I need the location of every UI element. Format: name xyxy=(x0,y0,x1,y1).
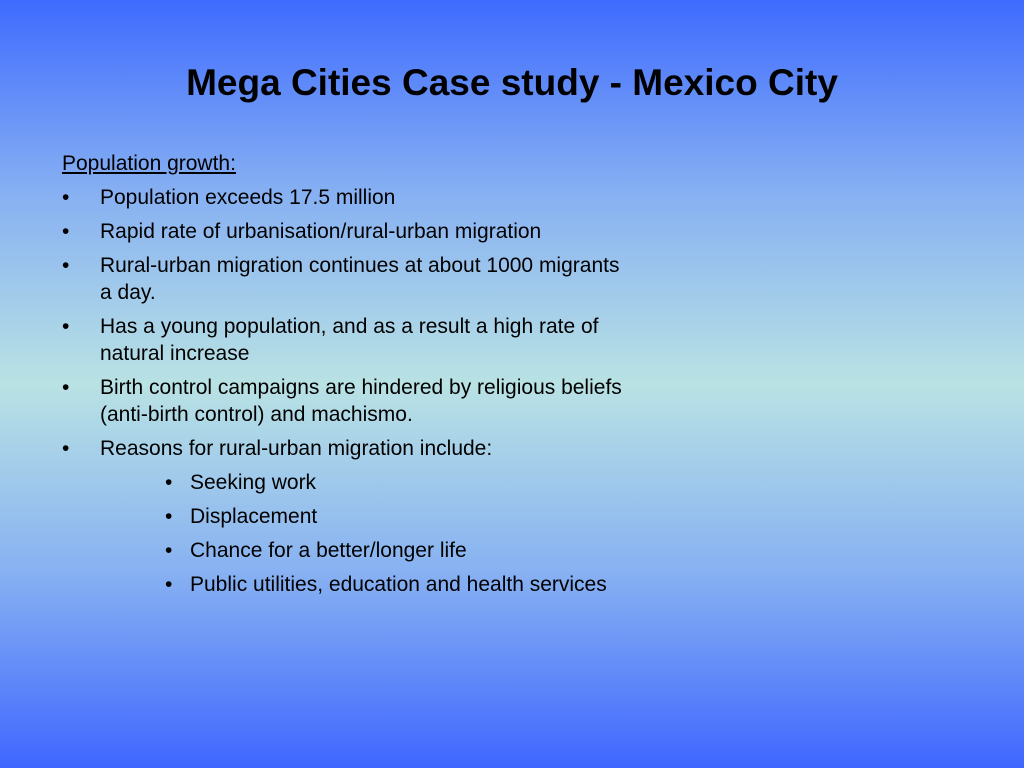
slide-title: Mega Cities Case study - Mexico City xyxy=(186,62,838,103)
bullet-item xyxy=(62,218,622,245)
bullet-list xyxy=(62,184,622,462)
sub-bullet-item xyxy=(62,537,622,564)
sub-bullet-icon: • xyxy=(165,505,173,528)
bullet-text: Population exceeds 17.5 million xyxy=(100,186,396,209)
bullet-text: Rapid rate of urbanisation/rural-urban migration xyxy=(100,220,542,243)
sub-bullet-text: Chance for a better/longer life xyxy=(190,539,467,562)
sub-bullet-icon: • xyxy=(165,471,173,494)
sub-bullet-text: Seeking work xyxy=(190,471,317,494)
bullet-icon: • xyxy=(62,220,70,243)
bullet-item xyxy=(62,184,622,211)
bullet-text: Reasons for rural-urban migration include: xyxy=(100,437,493,460)
sub-bullet-icon: • xyxy=(165,539,173,562)
bullet-item xyxy=(62,435,622,462)
bullet-icon: • xyxy=(62,376,70,399)
sub-bullet-item xyxy=(62,469,622,496)
sub-bullet-item xyxy=(62,571,622,598)
bullet-text: Birth control campaigns are hindered by religious beliefs (anti-birth control) and machismo. xyxy=(100,376,622,426)
sub-bullet-text: Public utilities, education and health services xyxy=(190,573,607,596)
bullet-text: Rural-urban migration continues at about 1000 migrants a day. xyxy=(100,254,620,304)
bullet-item xyxy=(62,374,622,428)
sub-bullet-item xyxy=(62,503,622,530)
sub-bullet-list xyxy=(62,469,622,598)
bullet-item xyxy=(62,313,622,367)
bullet-icon: • xyxy=(62,254,70,277)
sub-bullet-text: Displacement xyxy=(190,505,318,528)
bullet-icon: • xyxy=(62,186,70,209)
section-heading: Population growth: xyxy=(62,152,236,175)
bullet-icon: • xyxy=(62,315,70,338)
sub-bullet-icon: • xyxy=(165,573,173,596)
slide-body xyxy=(62,150,622,605)
bullet-text: Has a young population, and as a result a high rate of natural increase xyxy=(100,315,599,365)
bullet-icon: • xyxy=(62,437,70,460)
bullet-item xyxy=(62,252,622,306)
